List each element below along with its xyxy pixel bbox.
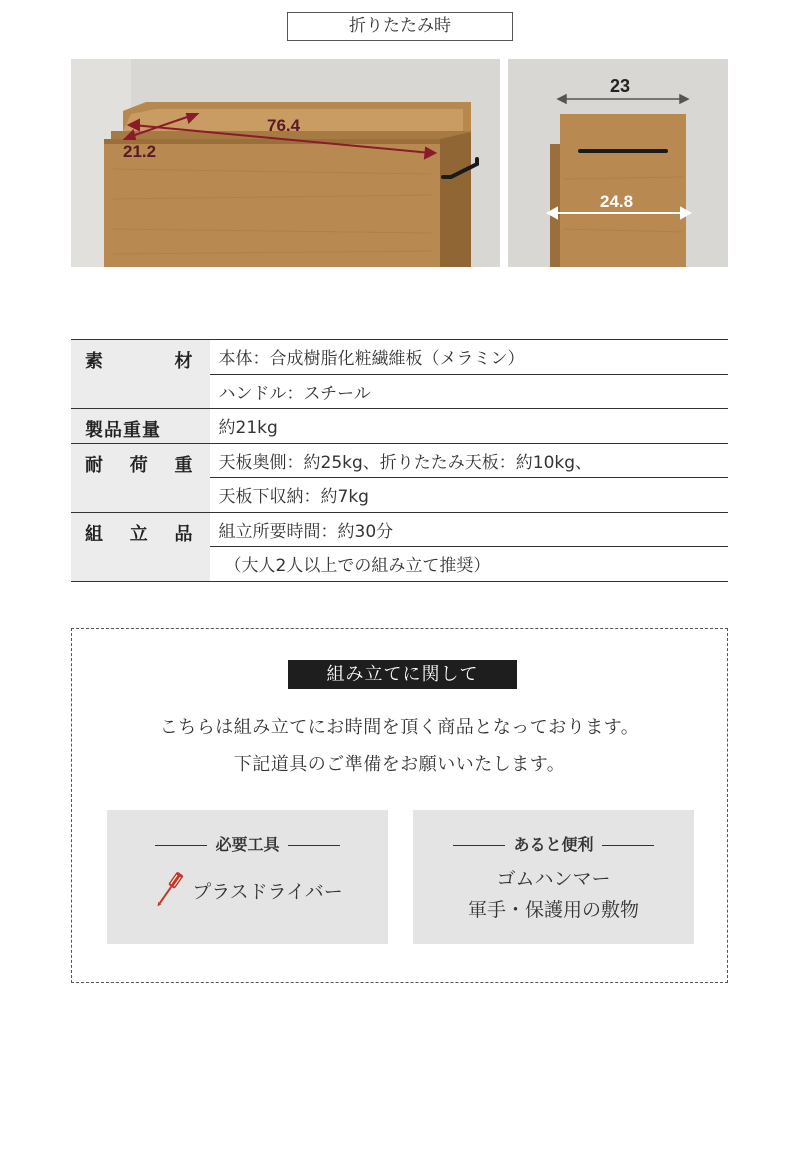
assembly-recommendation: （大人2人以上での組み立て推奨）: [210, 547, 728, 582]
assembly-time: 組立所要時間：約30分: [210, 512, 728, 547]
divider: [288, 845, 340, 846]
folded-side-photo: [508, 59, 728, 267]
divider: [155, 845, 207, 846]
spec-table: [71, 339, 728, 582]
material-header: 素 材: [71, 340, 210, 409]
depth-dimension-label: 21.2: [123, 142, 157, 161]
folded-front-photo: [71, 59, 500, 267]
weight-header: 製品重量: [71, 409, 210, 444]
folded-section-title: 折りたたみ時: [287, 12, 513, 41]
load-value-1: 天板奥側：約25kg、折りたたみ天板：約10kg、: [210, 443, 728, 478]
table-row: [71, 409, 728, 444]
optional-tool-list: [413, 864, 694, 926]
assembly-note-text-2: 下記道具のご準備をお願いいたします。: [233, 754, 566, 775]
required-tool-item: [107, 868, 388, 912]
optional-tool-item: ゴムハンマー: [496, 868, 611, 890]
side-depth-label: 24.8: [600, 192, 634, 211]
optional-tools-heading: あると便利: [413, 832, 694, 855]
screwdriver-icon: [152, 868, 186, 912]
table-row: [71, 340, 728, 375]
optional-tools-panel: [413, 810, 694, 944]
assembly-note-text-1: こちらは組み立てにお時間を頂く商品となっております。: [159, 717, 640, 738]
load-value-2: 天板下収納：約7kg: [210, 478, 728, 513]
assembly-note-box: [71, 628, 728, 983]
table-row: [71, 512, 728, 547]
assembly-header: 組 立 品: [71, 512, 210, 581]
material-body: 本体：合成樹脂化粧繊維板（メラミン）: [210, 340, 728, 375]
optional-tool-item: 軍手・保護用の敷物: [467, 899, 639, 921]
weight-value: 約21kg: [210, 409, 728, 444]
required-tools-heading: 必要工具: [107, 832, 388, 855]
divider: [602, 845, 654, 846]
material-handle: ハンドル：スチール: [210, 374, 728, 409]
required-tools-panel: [107, 810, 388, 944]
divider: [453, 845, 505, 846]
required-tool-label: プラスドライバー: [192, 880, 343, 903]
side-width-label: 23: [610, 76, 631, 96]
table-row: [71, 443, 728, 478]
load-header: 耐 荷 重: [71, 443, 210, 512]
width-dimension-label: 76.4: [267, 116, 301, 135]
assembly-note-title: 組み立てに関して: [288, 660, 517, 689]
